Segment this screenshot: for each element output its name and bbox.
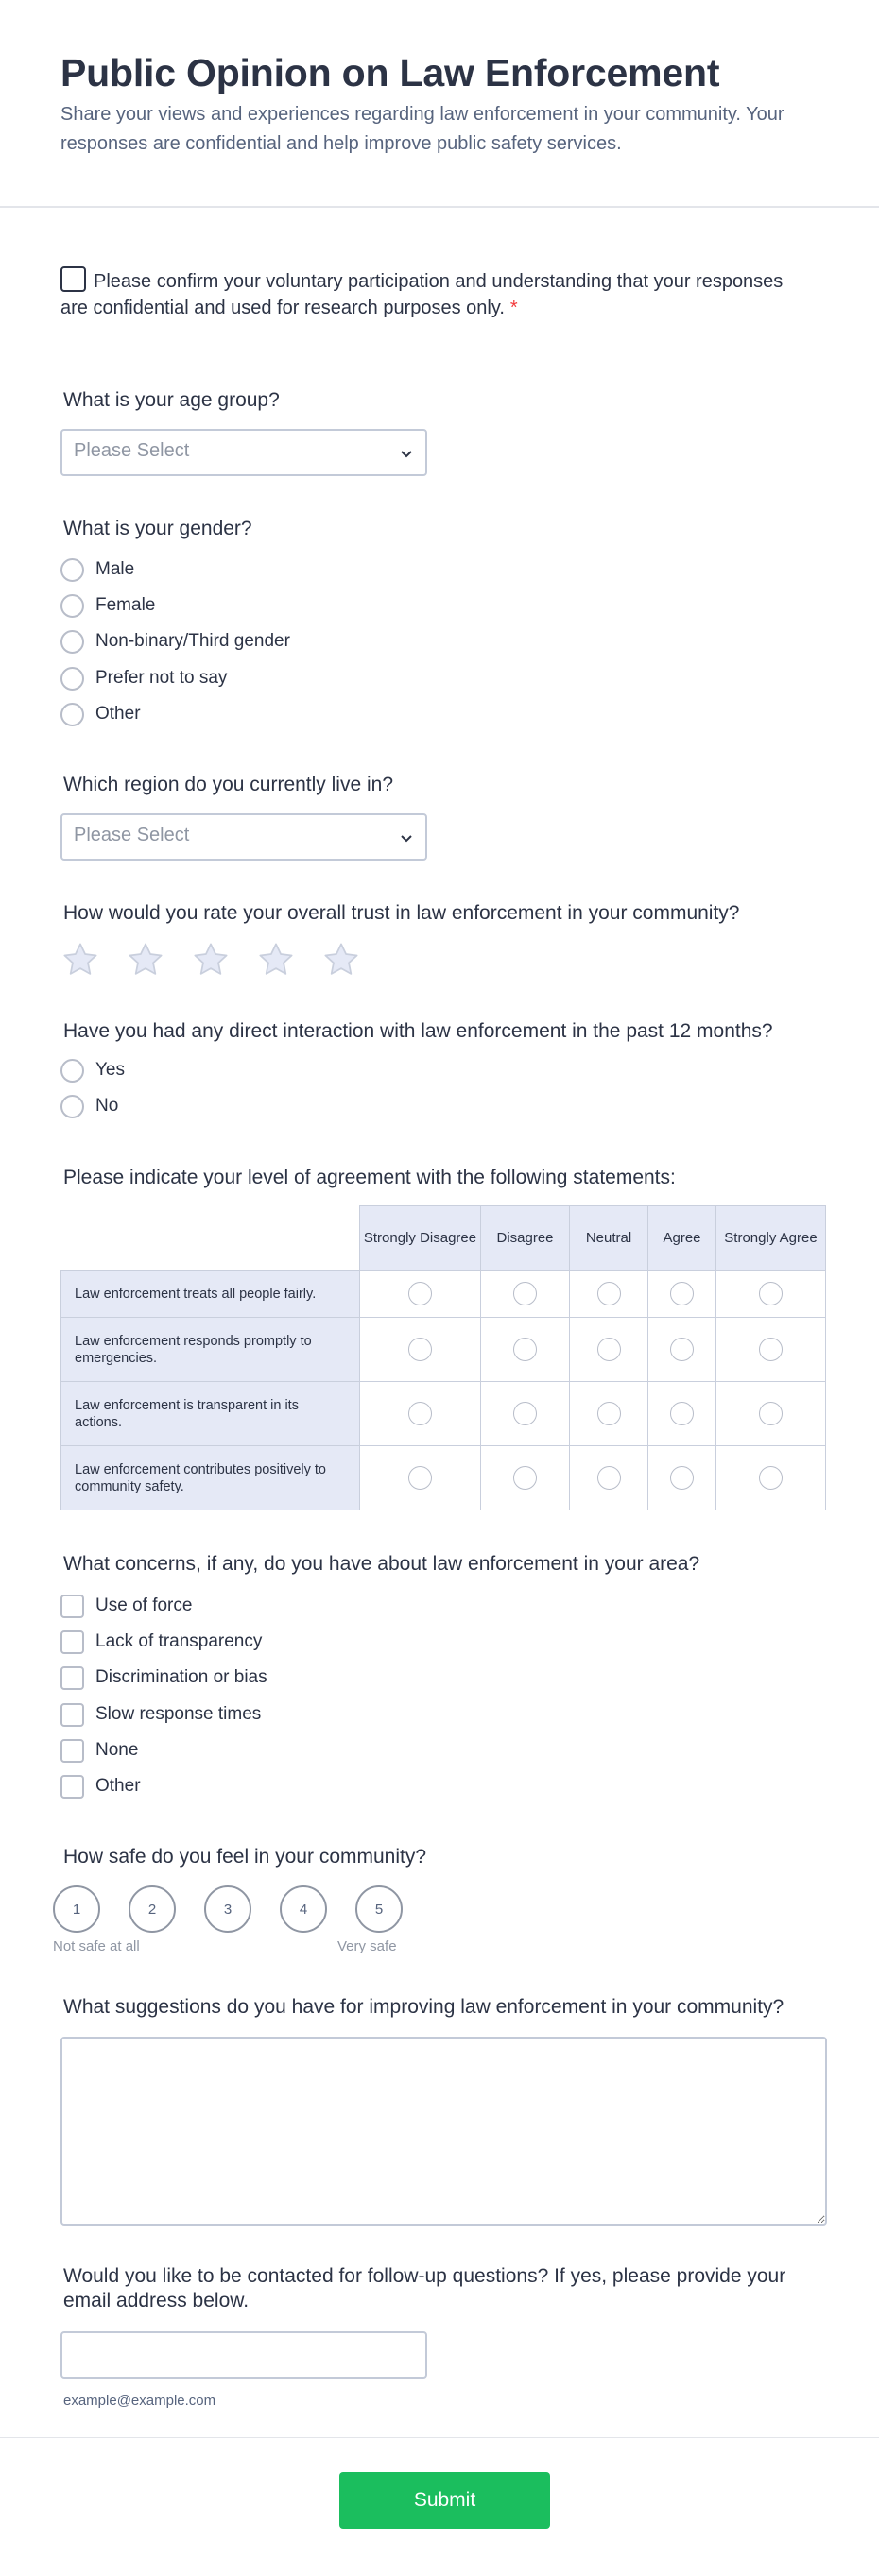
option-label: Slow response times xyxy=(95,1704,262,1724)
gender-option-other[interactable] xyxy=(60,701,141,727)
matrix-cell[interactable] xyxy=(481,1446,570,1510)
radio-button[interactable] xyxy=(408,1338,432,1361)
matrix-column-header: Strongly Disagree xyxy=(360,1206,481,1271)
radio-button[interactable] xyxy=(408,1282,432,1305)
form-header xyxy=(0,0,879,208)
option-label: Use of force xyxy=(95,1595,193,1615)
matrix-column-header: Agree xyxy=(648,1206,716,1271)
matrix-row xyxy=(61,1382,826,1446)
star-icon[interactable] xyxy=(321,940,361,980)
consent-checkbox[interactable] xyxy=(60,266,86,292)
scale-low-label: Not safe at all xyxy=(53,1938,140,1954)
matrix-cell[interactable] xyxy=(648,1446,716,1510)
matrix-row-label: Law enforcement is transparent in its actions. xyxy=(61,1382,360,1446)
matrix-cell[interactable] xyxy=(716,1446,826,1510)
radio-button[interactable] xyxy=(670,1402,694,1425)
star-rating xyxy=(60,940,361,980)
agreement-question: Please indicate your level of agreement with the following statements: xyxy=(63,1167,676,1188)
star-icon[interactable] xyxy=(60,940,100,980)
option-label: Female xyxy=(95,595,156,615)
option-label: Other xyxy=(95,704,141,724)
radio-button[interactable] xyxy=(408,1466,432,1490)
option-label: Male xyxy=(95,559,135,579)
matrix-cell[interactable] xyxy=(481,1271,570,1318)
matrix-cell[interactable] xyxy=(570,1382,648,1446)
radio-button[interactable] xyxy=(513,1466,537,1490)
matrix-cell[interactable] xyxy=(360,1446,481,1510)
gender-option-nonbinary[interactable] xyxy=(60,628,290,655)
age-dropdown[interactable] xyxy=(60,429,427,476)
required-mark: * xyxy=(509,298,518,318)
gender-option-female[interactable] xyxy=(60,592,155,619)
region-question: Which region do you currently live in? xyxy=(63,774,394,795)
matrix-cell[interactable] xyxy=(716,1271,826,1318)
matrix-column-header: Neutral xyxy=(570,1206,648,1271)
scale-option-3[interactable]: 3 xyxy=(204,1885,251,1933)
trust-question: How would you rate your overall trust in law enforcement in your community? xyxy=(63,902,740,924)
checkbox[interactable] xyxy=(60,1595,84,1618)
checkbox[interactable] xyxy=(60,1703,84,1727)
radio-button[interactable] xyxy=(597,1282,621,1305)
matrix-cell[interactable] xyxy=(570,1446,648,1510)
scale-option-1[interactable]: 1 xyxy=(53,1885,100,1933)
radio-button[interactable] xyxy=(60,703,84,726)
concern-option-transparency[interactable] xyxy=(60,1629,262,1655)
concerns-question: What concerns, if any, do you have about law enforcement in your area? xyxy=(63,1553,700,1575)
email-sublabel: example@example.com xyxy=(63,2393,216,2409)
option-label: No xyxy=(95,1096,119,1116)
star-icon[interactable] xyxy=(191,940,231,980)
radio-button[interactable] xyxy=(60,630,84,654)
radio-button[interactable] xyxy=(60,594,84,618)
concern-option-use-of-force[interactable] xyxy=(60,1593,192,1619)
matrix-cell[interactable] xyxy=(716,1318,826,1382)
age-question: What is your age group? xyxy=(63,389,280,411)
matrix-cell[interactable] xyxy=(481,1318,570,1382)
radio-button[interactable] xyxy=(408,1402,432,1425)
radio-button[interactable] xyxy=(60,1059,84,1083)
interaction-option-yes[interactable] xyxy=(60,1057,125,1083)
option-label: Lack of transparency xyxy=(95,1631,263,1651)
radio-button[interactable] xyxy=(670,1466,694,1490)
concern-option-none[interactable] xyxy=(60,1737,138,1764)
region-dropdown-placeholder: Please Select xyxy=(74,825,190,845)
radio-button[interactable] xyxy=(513,1282,537,1305)
gender-question: What is your gender? xyxy=(63,518,252,539)
radio-button[interactable] xyxy=(670,1338,694,1361)
contact-question: Would you like to be contacted for follow-up questions? If yes, please provide your email address below. xyxy=(63,2265,786,2312)
radio-button[interactable] xyxy=(759,1466,783,1490)
agreement-matrix xyxy=(60,1205,826,1510)
radio-button[interactable] xyxy=(597,1338,621,1361)
radio-button[interactable] xyxy=(513,1402,537,1425)
chevron-down-icon xyxy=(399,446,414,461)
star-icon[interactable] xyxy=(126,940,165,980)
matrix-cell[interactable] xyxy=(481,1382,570,1446)
radio-button[interactable] xyxy=(513,1338,537,1361)
scale-option-4[interactable]: 4 xyxy=(280,1885,327,1933)
radio-button[interactable] xyxy=(60,667,84,691)
matrix-cell[interactable] xyxy=(360,1318,481,1382)
checkbox[interactable] xyxy=(60,1630,84,1654)
checkbox[interactable] xyxy=(60,1775,84,1799)
checkbox[interactable] xyxy=(60,1739,84,1763)
radio-button[interactable] xyxy=(759,1402,783,1425)
option-label: Non-binary/Third gender xyxy=(95,631,290,651)
consent-label: Please confirm your voluntary participation and understanding that your responses are confidential and used for research purposes only. xyxy=(60,271,784,318)
concern-option-response-times[interactable] xyxy=(60,1701,261,1728)
matrix-row xyxy=(61,1318,826,1382)
region-dropdown[interactable] xyxy=(60,813,427,861)
scale-option-2[interactable]: 2 xyxy=(129,1885,176,1933)
gender-option-prefer-not[interactable] xyxy=(60,665,227,691)
matrix-column-header: Disagree xyxy=(481,1206,570,1271)
matrix-cell[interactable] xyxy=(570,1271,648,1318)
matrix-column-header: Strongly Agree xyxy=(716,1206,826,1271)
matrix-cell[interactable] xyxy=(570,1318,648,1382)
gender-option-male[interactable] xyxy=(60,556,134,583)
concern-option-other[interactable] xyxy=(60,1773,141,1800)
scale-option-5[interactable]: 5 xyxy=(355,1885,403,1933)
matrix-row xyxy=(61,1271,826,1318)
option-label: Yes xyxy=(95,1060,125,1080)
suggestions-question: What suggestions do you have for improving law enforcement in your community? xyxy=(63,1996,784,2018)
radio-button[interactable] xyxy=(759,1338,783,1361)
matrix-row-label: Law enforcement contributes positively to community safety. xyxy=(61,1446,360,1510)
matrix-cell[interactable] xyxy=(648,1382,716,1446)
matrix-corner xyxy=(61,1206,360,1271)
consent-field xyxy=(60,266,798,321)
radio-button[interactable] xyxy=(597,1466,621,1490)
chevron-down-icon xyxy=(399,830,414,845)
matrix-cell[interactable] xyxy=(360,1382,481,1446)
scale-high-label: Very safe xyxy=(337,1938,397,1954)
interaction-option-no[interactable] xyxy=(60,1093,118,1119)
option-label: Prefer not to say xyxy=(95,668,228,688)
interaction-question: Have you had any direct interaction with law enforcement in the past 12 months? xyxy=(63,1020,773,1042)
matrix-row xyxy=(61,1446,826,1510)
checkbox[interactable] xyxy=(60,1666,84,1690)
page-description: Share your views and experiences regarding law enforcement in your community. Your responses are confidential and help improve public safety services. xyxy=(60,104,784,154)
safety-question: How safe do you feel in your community? xyxy=(63,1846,427,1868)
option-label: None xyxy=(95,1740,139,1760)
page-title: Public Opinion on Law Enforcement xyxy=(60,51,720,94)
option-label: Other xyxy=(95,1776,141,1796)
radio-button[interactable] xyxy=(60,558,84,582)
form-footer xyxy=(0,2437,879,2576)
matrix-row-label: Law enforcement treats all people fairly. xyxy=(61,1271,360,1318)
safety-scale xyxy=(53,1885,403,1933)
email-field[interactable] xyxy=(60,2331,427,2379)
matrix-cell[interactable] xyxy=(360,1271,481,1318)
radio-button[interactable] xyxy=(759,1282,783,1305)
star-icon[interactable] xyxy=(256,940,296,980)
matrix-row-label: Law enforcement responds promptly to emergencies. xyxy=(61,1318,360,1382)
radio-button[interactable] xyxy=(670,1282,694,1305)
option-label: Discrimination or bias xyxy=(95,1667,267,1687)
age-dropdown-placeholder: Please Select xyxy=(74,440,190,461)
matrix-cell[interactable] xyxy=(648,1271,716,1318)
matrix-cell[interactable] xyxy=(716,1382,826,1446)
submit-button[interactable]: Submit xyxy=(339,2472,550,2529)
matrix-cell[interactable] xyxy=(648,1318,716,1382)
concern-option-discrimination[interactable] xyxy=(60,1664,267,1691)
radio-button[interactable] xyxy=(597,1402,621,1425)
radio-button[interactable] xyxy=(60,1095,84,1118)
suggestions-textarea[interactable] xyxy=(60,2037,827,2226)
